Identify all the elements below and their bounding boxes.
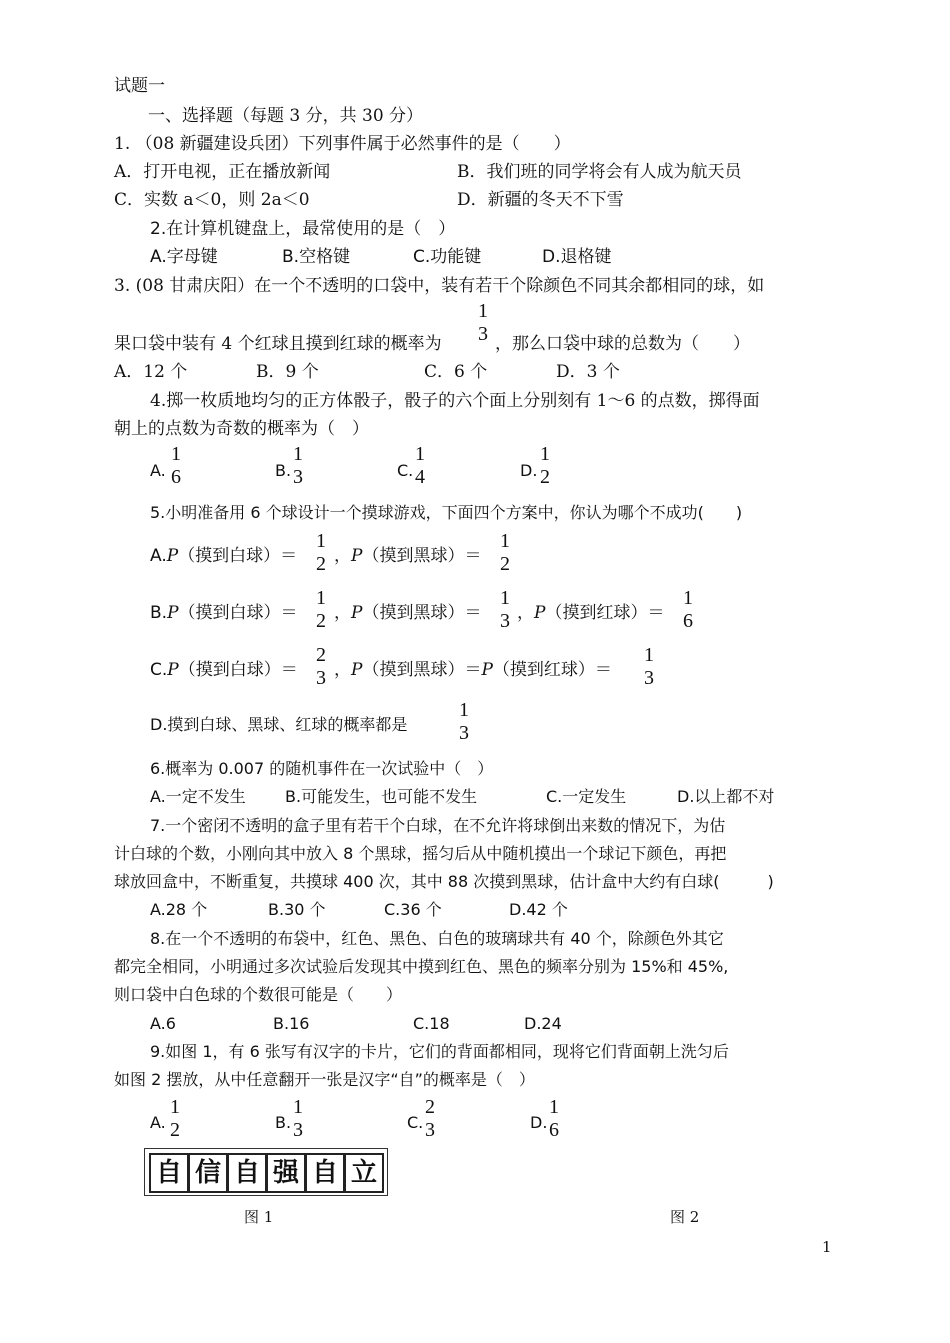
q5-a-black [334,545,481,567]
figure-2-caption: 图 2 [670,1208,700,1226]
q1-option-d: D．新疆的冬天不下雪 [457,190,624,210]
q2-option-b: B.空格键 [282,247,351,267]
fraction-denominator: 3 [293,466,303,488]
q6-option-d: D.以上都不对 [677,787,775,806]
fraction-numerator: 1 [293,1096,303,1118]
q1-option-b: B．我们班的同学将会有人成为航天员 [457,162,742,182]
q8-stem-line2: 都完全相同，小明通过多次试验后发现其中摸到红色、黑色的频率分别为 15%和 45%, [114,957,729,976]
q9-option-b-label: B. [275,1113,292,1132]
fraction-numerator: 1 [415,443,425,465]
q2-option-a: A.字母键 [150,247,218,267]
p-symbol: P [167,603,179,623]
q7-stem-line3: 球放回盒中，不断重复，共摸球 400 次，其中 88 次摸到黑球，估计盒中大约有白球( ) [114,872,774,891]
section-heading: 一、选择题（每题 3 分，共 30 分） [148,106,424,126]
q3-stem-line2b: ，那么口袋中球的总数为（ ） [495,334,750,354]
q3-option-d: D．3 个 [556,362,620,382]
white-ball-text: （摸到白球）＝ [178,603,298,623]
p-symbol: P [534,603,546,623]
q2-option-c: C.功能键 [413,247,482,267]
q2-stem: 2.在计算机键盘上，最常使用的是（ ） [150,219,456,239]
card-2: 信 [188,1153,228,1193]
q7-stem-line1: 7.一个密闭不透明的盒子里有若干个白球，在不允许将球倒出来数的情况下，为估 [150,816,726,835]
q5-b-black [334,602,481,624]
p-symbol: P [351,546,363,566]
fraction-denominator: 4 [415,466,425,488]
q5-stem: 5.小明准备用 6 个球设计一个摸球游戏，下面四个方案中，你认为哪个不成功( ) [150,503,743,522]
black-ball-text: （摸到黑球）＝ [362,660,482,680]
q1-stem: 1. （08 新疆建设兵团）下列事件属于必然事件的是（ ） [114,134,571,154]
q8-stem-line3: 则口袋中白色球的个数很可能是（ ） [114,985,403,1004]
q5-c-white-fraction [316,644,326,690]
q9-option-a-fraction [170,1096,180,1142]
q8-option-b: B.16 [273,1014,310,1033]
fraction-numerator: 1 [644,644,654,666]
q5-a-black-fraction [500,530,510,576]
fraction-numerator: 1 [170,1096,180,1118]
q7-stem-line2: 计白球的个数，小刚向其中放入 8 个黑球，摇匀后从中随机摸出一个球记下颜色，再把 [114,844,727,863]
fraction-denominator: 2 [540,466,550,488]
q9-option-d-label: D. [530,1113,548,1132]
q3-option-c: C．6 个 [424,362,488,382]
red-ball-text: （摸到红球）＝ [492,660,612,680]
q6-option-b: B.可能发生，也可能不发生 [285,787,478,806]
fraction-numerator: 1 [316,530,326,552]
fraction-denominator: 2 [316,610,326,632]
fraction-numerator: 1 [478,300,488,322]
page-number: 1 [822,1238,832,1256]
fraction-numerator: 1 [171,443,181,465]
q5-option-d: D.摸到白球、黑球、红球的概率都是 [150,715,408,734]
q7-option-d: D.42 个 [509,900,568,919]
fraction-numerator: 1 [500,587,510,609]
fraction-numerator: 2 [425,1096,435,1118]
q6-stem: 6.概率为 0.007 的随机事件在一次试验中（ ） [150,759,494,778]
q4-option-b-label: B. [275,461,292,480]
fraction-numerator: 2 [316,644,326,666]
q3-fraction [478,300,488,346]
option-label: B. [150,603,168,623]
q9-stem-line1: 9.如图 1，有 6 张写有汉字的卡片，它们的背面都相同，现将它们背面朝上洗匀后 [150,1042,729,1061]
p-symbol: P [166,546,179,566]
option-label: A. [150,546,167,566]
fraction-numerator: 1 [540,443,550,465]
figure-1-caption: 图 1 [244,1208,274,1226]
q2-option-d: D.退格键 [542,247,612,267]
fraction-numerator: 1 [683,587,693,609]
option-label: C. [150,660,168,680]
q3-stem-line1: 3. (08 甘肃庆阳）在一个不透明的口袋中，装有若干个除颜色不同其余都相同的球，如 [114,276,765,296]
fraction-denominator: 3 [478,323,488,345]
page-title: 试题一 [114,76,165,96]
card-5: 自 [305,1153,345,1193]
q5-c-black-red [334,659,612,681]
q4-stem-line2: 朝上的点数为奇数的概率为（ ） [114,419,369,439]
q5-b-red-fraction [683,587,693,633]
q7-option-b: B.30 个 [268,900,326,919]
fraction-numerator: 1 [316,587,326,609]
card-4: 强 [266,1153,306,1193]
q9-stem-line2: 如图 2 摆放，从中任意翻开一张是汉字“自”的概率是（ ） [114,1070,535,1089]
q9-option-a-label: A. [150,1113,166,1132]
separator: ， [517,603,534,623]
q5-option-c [150,659,298,681]
q7-option-c: C.36 个 [384,900,442,919]
black-ball-text: （摸到黑球）＝ [362,546,482,566]
q9-option-d-fraction [549,1096,559,1142]
q4-option-a-fraction [171,443,181,489]
card-1: 自 [149,1153,189,1193]
q7-option-a: A.28 个 [150,900,208,919]
fraction-numerator: 1 [549,1096,559,1118]
q9-option-c-fraction [425,1096,435,1142]
fraction-denominator: 3 [500,610,510,632]
q8-option-d: D.24 [524,1014,562,1033]
p-symbol: P [351,603,363,623]
separator: ， [334,660,351,680]
q3-option-a: A．12 个 [114,362,188,382]
white-ball-text: （摸到白球）＝ [178,660,298,680]
q6-option-a: A.一定不发生 [150,787,246,806]
q9-option-c-label: C. [407,1113,424,1132]
q8-stem-line1: 8.在一个不透明的布袋中，红色、黑色、白色的玻璃球共有 40 个，除颜色外其它 [150,929,724,948]
black-ball-text: （摸到黑球）＝ [362,603,482,623]
q4-option-d-label: D. [520,461,538,480]
q9-option-b-fraction [293,1096,303,1142]
q4-option-a-label: A. [150,461,166,480]
q5-option-b [150,602,298,624]
q3-stem-line2a: 果口袋中装有 4 个红球且摸到红球的概率为 [114,334,442,354]
fraction-denominator: 2 [170,1119,180,1141]
q1-option-c: C．实数 a＜0，则 2a＜0 [114,190,310,210]
separator: ， [334,603,351,623]
q4-option-c-label: C. [397,461,414,480]
red-ball-text: （摸到红球）＝ [545,603,665,623]
q4-option-d-fraction [540,443,550,489]
card-3: 自 [227,1153,267,1193]
fraction-denominator: 3 [459,722,469,744]
q5-c-red-fraction [644,644,654,690]
white-ball-text: （摸到白球）＝ [178,546,298,566]
fraction-numerator: 1 [500,530,510,552]
fraction-denominator: 6 [549,1119,559,1141]
q8-option-c: C.18 [413,1014,450,1033]
fraction-denominator: 2 [500,553,510,575]
q4-option-b-fraction [293,443,303,489]
q3-option-b: B．9 个 [256,362,319,382]
q8-option-a: A.6 [150,1014,176,1033]
fraction-denominator: 3 [316,667,326,689]
fraction-denominator: 6 [171,466,181,488]
q5-b-red [517,602,664,624]
separator: ， [334,546,351,566]
p-symbol: P [167,660,179,680]
p-symbol: P [351,660,363,680]
fraction-denominator: 3 [293,1119,303,1141]
p-symbol: P [481,660,493,680]
q5-b-white-fraction [316,587,326,633]
q5-option-a [150,545,297,567]
fraction-denominator: 3 [644,667,654,689]
q6-option-c: C.一定发生 [546,787,627,806]
q5-b-black-fraction [500,587,510,633]
fraction-denominator: 3 [425,1119,435,1141]
fraction-numerator: 1 [293,443,303,465]
fraction-numerator: 1 [459,699,469,721]
fraction-denominator: 2 [316,553,326,575]
q4-option-c-fraction [415,443,425,489]
fraction-denominator: 6 [683,610,693,632]
card-6: 立 [344,1153,384,1193]
q4-stem-line1: 4.掷一枚质地均匀的正方体骰子，骰子的六个面上分别刻有 1～6 的点数，掷得面 [150,391,760,411]
q5-d-fraction [459,699,469,745]
q5-a-white-fraction [316,530,326,576]
q1-option-a: A．打开电视，正在播放新闻 [114,162,331,182]
